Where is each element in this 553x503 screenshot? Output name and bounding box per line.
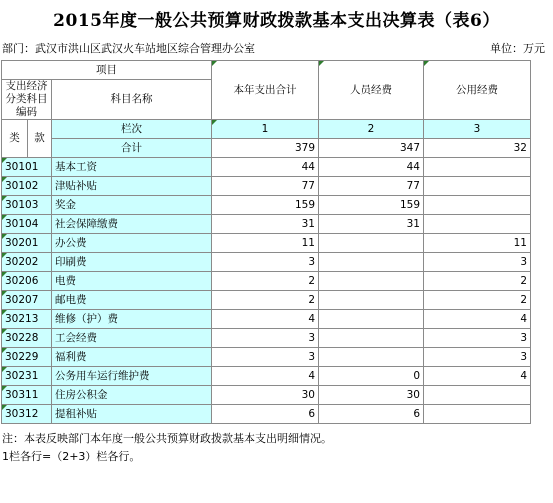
row-public <box>424 405 531 424</box>
row-subject-name: 津贴补贴 <box>52 177 212 196</box>
row-total: 77 <box>212 177 319 196</box>
row-subject-name: 维修（护）费 <box>52 310 212 329</box>
row-subject-name: 办公费 <box>52 234 212 253</box>
row-personnel <box>319 253 424 272</box>
table-row <box>2 291 531 310</box>
row-subject-name: 工会经费 <box>52 329 212 348</box>
footnote-1: 注：本表反映部门本年度一般公共预算财政拨款基本支出明细情况。 <box>2 432 332 445</box>
row-public: 3 <box>424 253 531 272</box>
header-kuan: 款 <box>28 120 52 158</box>
table-row <box>2 234 531 253</box>
row-subject-name: 基本工资 <box>52 158 212 177</box>
total-total: 379 <box>212 139 319 158</box>
row-code: 30229 <box>2 348 52 367</box>
row-code: 30102 <box>2 177 52 196</box>
row-subject-name: 奖金 <box>52 196 212 215</box>
row-total: 3 <box>212 253 319 272</box>
row-code: 30201 <box>2 234 52 253</box>
row-public: 3 <box>424 348 531 367</box>
row-total: 31 <box>212 215 319 234</box>
row-personnel <box>319 234 424 253</box>
table-row <box>2 215 531 234</box>
row-total: 159 <box>212 196 319 215</box>
row-total: 2 <box>212 272 319 291</box>
row-code: 30207 <box>2 291 52 310</box>
row-code: 30228 <box>2 329 52 348</box>
row-personnel: 6 <box>319 405 424 424</box>
row-subject-name: 邮电费 <box>52 291 212 310</box>
row-subject-name: 印刷费 <box>52 253 212 272</box>
row-total: 2 <box>212 291 319 310</box>
row-code: 30312 <box>2 405 52 424</box>
row-code: 30202 <box>2 253 52 272</box>
table-row <box>2 272 531 291</box>
row-personnel: 77 <box>319 177 424 196</box>
column-index-1: 1 <box>212 120 319 139</box>
header-public: 公用经费 <box>424 61 531 120</box>
header-code-group: 支出经济分类科目编码 <box>2 80 52 120</box>
expenditure-table <box>1 60 531 424</box>
header-lei: 类 <box>2 120 28 158</box>
row-public <box>424 177 531 196</box>
header-subject-name: 科目名称 <box>52 80 212 120</box>
row-personnel <box>319 329 424 348</box>
total-personnel: 347 <box>319 139 424 158</box>
row-code: 30206 <box>2 272 52 291</box>
header-row-order <box>2 120 531 139</box>
report-title: 2015年度一般公共预算财政拨款基本支出决算表（表6） <box>53 11 500 31</box>
row-personnel: 44 <box>319 158 424 177</box>
total-label: 合计 <box>52 139 212 158</box>
row-subject-name: 住房公积金 <box>52 386 212 405</box>
total-public: 32 <box>424 139 531 158</box>
header-row-project <box>2 61 531 80</box>
header-column-order: 栏次 <box>52 120 212 139</box>
row-total: 4 <box>212 367 319 386</box>
row-personnel: 30 <box>319 386 424 405</box>
row-total: 6 <box>212 405 319 424</box>
row-subject-name: 公务用车运行维护费 <box>52 367 212 386</box>
row-code: 30213 <box>2 310 52 329</box>
row-total: 3 <box>212 348 319 367</box>
row-personnel: 31 <box>319 215 424 234</box>
table-row <box>2 310 531 329</box>
row-total: 3 <box>212 329 319 348</box>
row-public <box>424 386 531 405</box>
row-code: 30311 <box>2 386 52 405</box>
row-public: 3 <box>424 329 531 348</box>
row-subject-name: 提租补贴 <box>52 405 212 424</box>
row-personnel: 0 <box>319 367 424 386</box>
row-code: 30103 <box>2 196 52 215</box>
row-public: 11 <box>424 234 531 253</box>
table-row <box>2 253 531 272</box>
column-index-3: 3 <box>424 120 531 139</box>
table-row <box>2 329 531 348</box>
row-personnel <box>319 272 424 291</box>
header-project: 项目 <box>2 61 212 80</box>
department-label: 部门：武汉市洪山区武汉火车站地区综合管理办公室 <box>2 42 255 55</box>
table-row <box>2 348 531 367</box>
unit-label: 单位：万元 <box>490 42 545 55</box>
table-row <box>2 405 531 424</box>
row-public: 4 <box>424 367 531 386</box>
table-row <box>2 386 531 405</box>
footnote-2: 1栏各行=（2+3）栏各行。 <box>2 450 141 463</box>
table-row <box>2 177 531 196</box>
row-personnel <box>319 348 424 367</box>
table-row <box>2 196 531 215</box>
row-public: 2 <box>424 291 531 310</box>
row-public <box>424 215 531 234</box>
row-code: 30104 <box>2 215 52 234</box>
row-public: 2 <box>424 272 531 291</box>
total-row <box>2 139 531 158</box>
row-public <box>424 158 531 177</box>
row-personnel <box>319 310 424 329</box>
header-total: 本年支出合计 <box>212 61 319 120</box>
row-subject-name: 电费 <box>52 272 212 291</box>
row-personnel: 159 <box>319 196 424 215</box>
header-personnel: 人员经费 <box>319 61 424 120</box>
row-total: 11 <box>212 234 319 253</box>
row-code: 30101 <box>2 158 52 177</box>
row-subject-name: 福利费 <box>52 348 212 367</box>
row-code: 30231 <box>2 367 52 386</box>
row-total: 30 <box>212 386 319 405</box>
row-public: 4 <box>424 310 531 329</box>
row-subject-name: 社会保障缴费 <box>52 215 212 234</box>
table-row <box>2 367 531 386</box>
row-personnel <box>319 291 424 310</box>
column-index-2: 2 <box>319 120 424 139</box>
table-row <box>2 158 531 177</box>
row-total: 44 <box>212 158 319 177</box>
row-public <box>424 196 531 215</box>
row-total: 4 <box>212 310 319 329</box>
